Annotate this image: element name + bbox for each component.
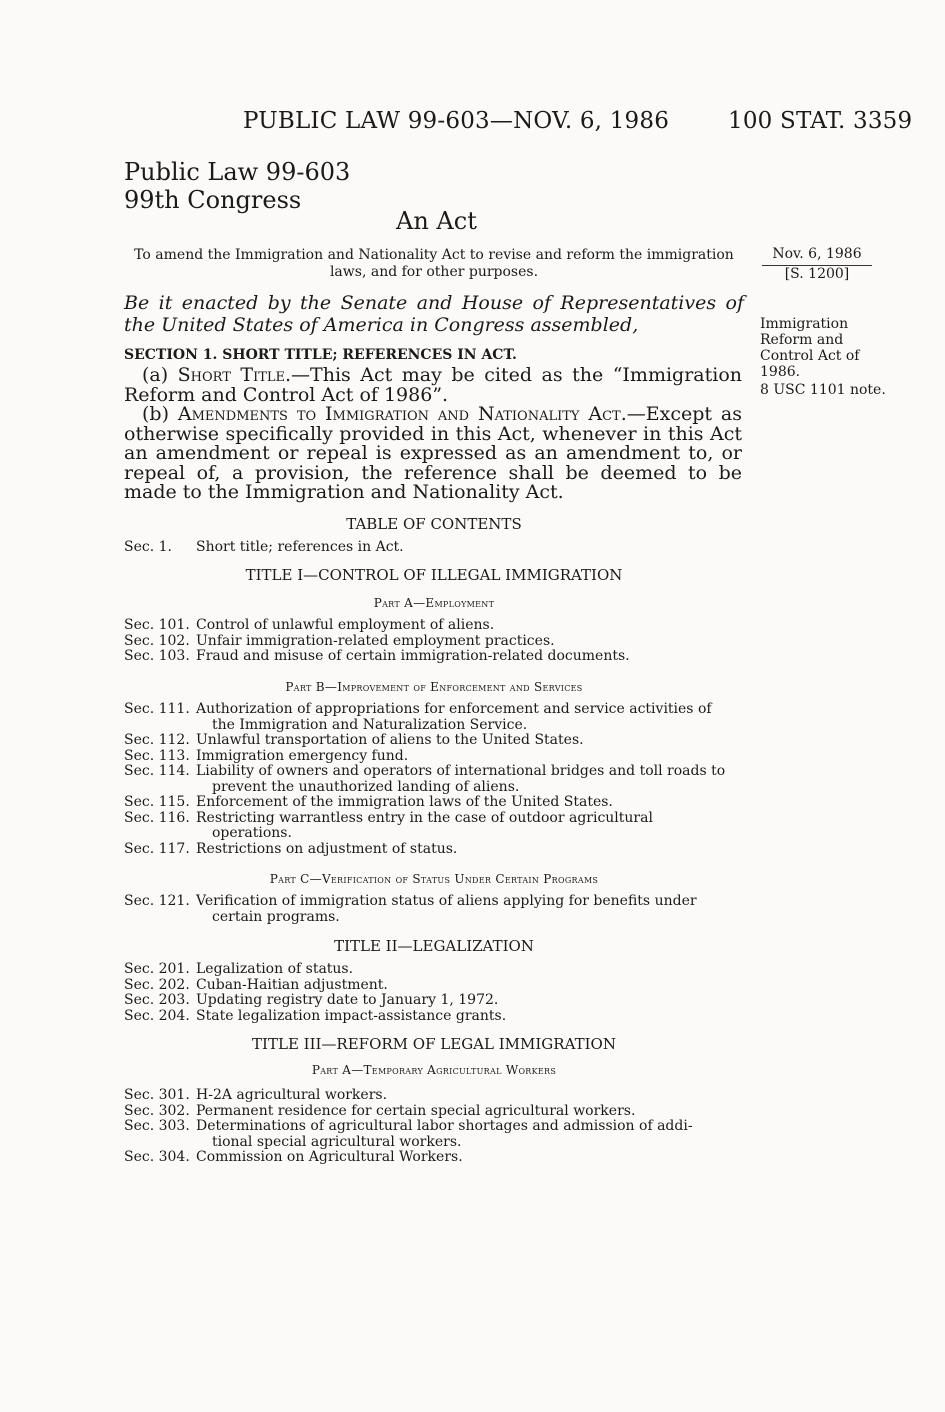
toc-num: Sec. 202. — [124, 976, 190, 993]
toc-num: Sec. 115. — [124, 794, 190, 810]
title-1-part-a-list — [124, 618, 744, 665]
title-3-part-a-heading: Part A—Temporary Agricultural Workers — [311, 1063, 557, 1077]
toc-num: Sec. 1. — [124, 539, 172, 555]
toc-text-continuation: prevent the unauthorized landing of aliens. — [212, 778, 520, 795]
toc-text — [196, 1119, 744, 1150]
toc-num: Sec. 302. — [124, 1102, 190, 1119]
act-heading: An Act — [396, 207, 477, 235]
toc-text-line: Unfair immigration-related employment practices. — [196, 632, 555, 649]
toc-text-line: Restricting warrantless entry in the case of outdoor agricultural — [196, 809, 653, 826]
toc-entry — [124, 634, 744, 650]
toc-num: Sec. 117. — [124, 840, 190, 857]
law-title-block — [124, 158, 350, 214]
toc-entry — [124, 842, 744, 858]
toc-text — [196, 702, 744, 733]
toc-num: Sec. 203. — [124, 992, 190, 1008]
toc-num: Sec. 204. — [124, 1007, 190, 1024]
toc-text-line: Verification of immigration status of aliens applying for benefits under — [196, 893, 697, 909]
enacting-clause: Be it enacted by the Senate and House of Representatives of the United States of America in Congress assembled, — [124, 292, 744, 336]
toc-text: Short title; references in Act. — [196, 539, 404, 555]
subsection-b-caption: Amendments to Immigration and Nationality Act. — [177, 403, 627, 425]
toc-heading: TABLE OF CONTENTS — [346, 515, 522, 533]
toc-text-line: Determinations of agricultural labor shortages and admission of addi- — [196, 1118, 693, 1134]
congress-number: 99th Congress — [124, 186, 302, 214]
toc-text — [196, 811, 744, 842]
toc-text-line: H-2A agricultural workers. — [196, 1087, 388, 1103]
section-1-body — [124, 366, 742, 503]
subsection-a-label: (a) — [142, 364, 178, 386]
toc-num: Sec. 201. — [124, 961, 190, 977]
toc-text — [196, 1104, 744, 1120]
toc-text-line: Immigration emergency fund. — [196, 747, 409, 764]
toc-entry — [124, 649, 744, 665]
toc-entry — [124, 702, 744, 733]
toc-text-line: Restrictions on adjustment of status. — [196, 840, 458, 857]
toc-text — [196, 795, 744, 811]
toc-text-line: Unlawful transportation of aliens to the United States. — [196, 732, 584, 748]
toc-num: Sec. 114. — [124, 763, 190, 779]
toc-entry — [124, 993, 744, 1009]
toc-num: Sec. 103. — [124, 648, 190, 664]
toc-entry — [124, 894, 744, 925]
subsection-b-label: (b) — [142, 403, 178, 425]
toc-num: Sec. 111. — [124, 701, 190, 717]
running-header-stat-page: 100 STAT. 3359 — [728, 108, 913, 134]
toc-entry — [124, 795, 744, 811]
margin-bill-number: [S. 1200] — [784, 266, 850, 282]
toc-text — [196, 894, 744, 925]
subsection-b-text: —Except as otherwise specifically provided in this Act, whenever in this Act an amendment or repeal is expressed as an amendment to, or repeal of, a provision, the reference shall be deemed to be made to the Immigration and Nationality Act. — [124, 403, 742, 503]
toc-text-line: Fraud and misuse of certain immigration-related documents. — [196, 648, 630, 664]
toc-entry — [124, 1009, 744, 1025]
toc-num: Sec. 112. — [124, 732, 190, 748]
toc-text-continuation: operations. — [212, 825, 292, 841]
title-2-list — [124, 962, 744, 1024]
subsection-b — [124, 405, 742, 503]
toc-num: Sec. 303. — [124, 1118, 190, 1134]
margin-usc-citation: 8 USC 1101 note. — [760, 382, 886, 398]
subsection-a-text: —This Act may be cited as the “Immigration Reform and Control Act of 1986”. — [124, 364, 742, 406]
toc-text-line: Permanent residence for certain special agricultural workers. — [196, 1102, 636, 1119]
toc-entry — [124, 978, 744, 994]
toc-entry — [124, 962, 744, 978]
toc-num: Sec. 116. — [124, 809, 190, 826]
running-header-citation: PUBLIC LAW 99-603—NOV. 6, 1986 — [243, 108, 670, 134]
margin-short-name: Immigration Reform and Control Act of 1986. — [760, 316, 860, 380]
toc-text — [196, 634, 744, 650]
title-1-part-a-heading: Part A—Employment — [373, 596, 495, 610]
title-3-list — [124, 1088, 744, 1166]
toc-text — [196, 1088, 744, 1104]
toc-entry — [124, 811, 744, 842]
title-1-part-c-heading: Part C—Verification of Status Under Certain Programs — [269, 872, 599, 886]
toc-text — [196, 749, 744, 765]
title-2-heading: TITLE II—LEGALIZATION — [334, 937, 534, 955]
toc-text-continuation: tional special agricultural workers. — [212, 1133, 462, 1150]
section-1-heading: SECTION 1. SHORT TITLE; REFERENCES IN ACT. — [124, 347, 517, 363]
title-1-part-b-heading: Part B—Improvement of Enforcement and Services — [285, 680, 583, 694]
toc-text-line: Commission on Agricultural Workers. — [196, 1149, 463, 1165]
toc-text-line: Control of unlawful employment of aliens. — [196, 617, 495, 633]
toc-text — [196, 993, 744, 1009]
toc-num: Sec. 101. — [124, 617, 190, 633]
toc-num: Sec. 102. — [124, 632, 190, 649]
toc-text — [196, 978, 744, 994]
toc-entry — [124, 1104, 744, 1120]
toc-num: Sec. 113. — [124, 747, 190, 764]
title-1-part-c-list — [124, 894, 744, 925]
toc-text — [196, 649, 744, 665]
title-1-part-b-list — [124, 702, 744, 857]
toc-text — [196, 764, 744, 795]
toc-text-continuation: the Immigration and Naturalization Service. — [212, 716, 528, 733]
toc-text-line: Authorization of appropriations for enforcement and service activities of — [196, 701, 712, 717]
subsection-a — [124, 366, 742, 405]
toc-text-line: Liability of owners and operators of international bridges and toll roads to — [196, 763, 726, 779]
toc-text — [196, 1150, 744, 1166]
toc-text — [196, 962, 744, 978]
toc-num: Sec. 301. — [124, 1087, 190, 1103]
toc-text-line: Updating registry date to January 1, 1972. — [196, 992, 499, 1008]
toc-num: Sec. 304. — [124, 1149, 190, 1165]
toc-text-line: Legalization of status. — [196, 961, 354, 977]
margin-date: Nov. 6, 1986 — [772, 246, 862, 262]
subsection-a-caption: Short Title. — [177, 364, 292, 386]
public-law-number: Public Law 99-603 — [124, 158, 351, 186]
toc-text — [196, 1009, 744, 1025]
toc-text-continuation: certain programs. — [212, 908, 340, 925]
toc-num: Sec. 121. — [124, 893, 190, 909]
title-3-heading: TITLE III—REFORM OF LEGAL IMMIGRATION — [252, 1035, 616, 1053]
title-1-heading: TITLE I—CONTROL OF ILLEGAL IMMIGRATION — [245, 566, 623, 584]
purpose-clause: To amend the Immigration and Nationality Act to revise and reform the immigration laws, and for other purposes. — [134, 247, 734, 280]
toc-text-line: State legalization impact-assistance grants. — [196, 1007, 507, 1024]
toc-entry — [124, 749, 744, 765]
toc-entry — [124, 1150, 744, 1166]
toc-text-line: Enforcement of the immigration laws of the United States. — [196, 794, 613, 810]
toc-entry — [124, 618, 744, 634]
toc-entry — [124, 1088, 744, 1104]
toc-text — [196, 733, 744, 749]
toc-entry — [124, 733, 744, 749]
toc-text — [196, 618, 744, 634]
toc-sec-1 — [124, 540, 744, 556]
toc-text-line: Cuban-Haitian adjustment. — [196, 976, 388, 993]
toc-entry — [124, 764, 744, 795]
toc-text — [196, 842, 744, 858]
toc-entry — [124, 1119, 744, 1150]
